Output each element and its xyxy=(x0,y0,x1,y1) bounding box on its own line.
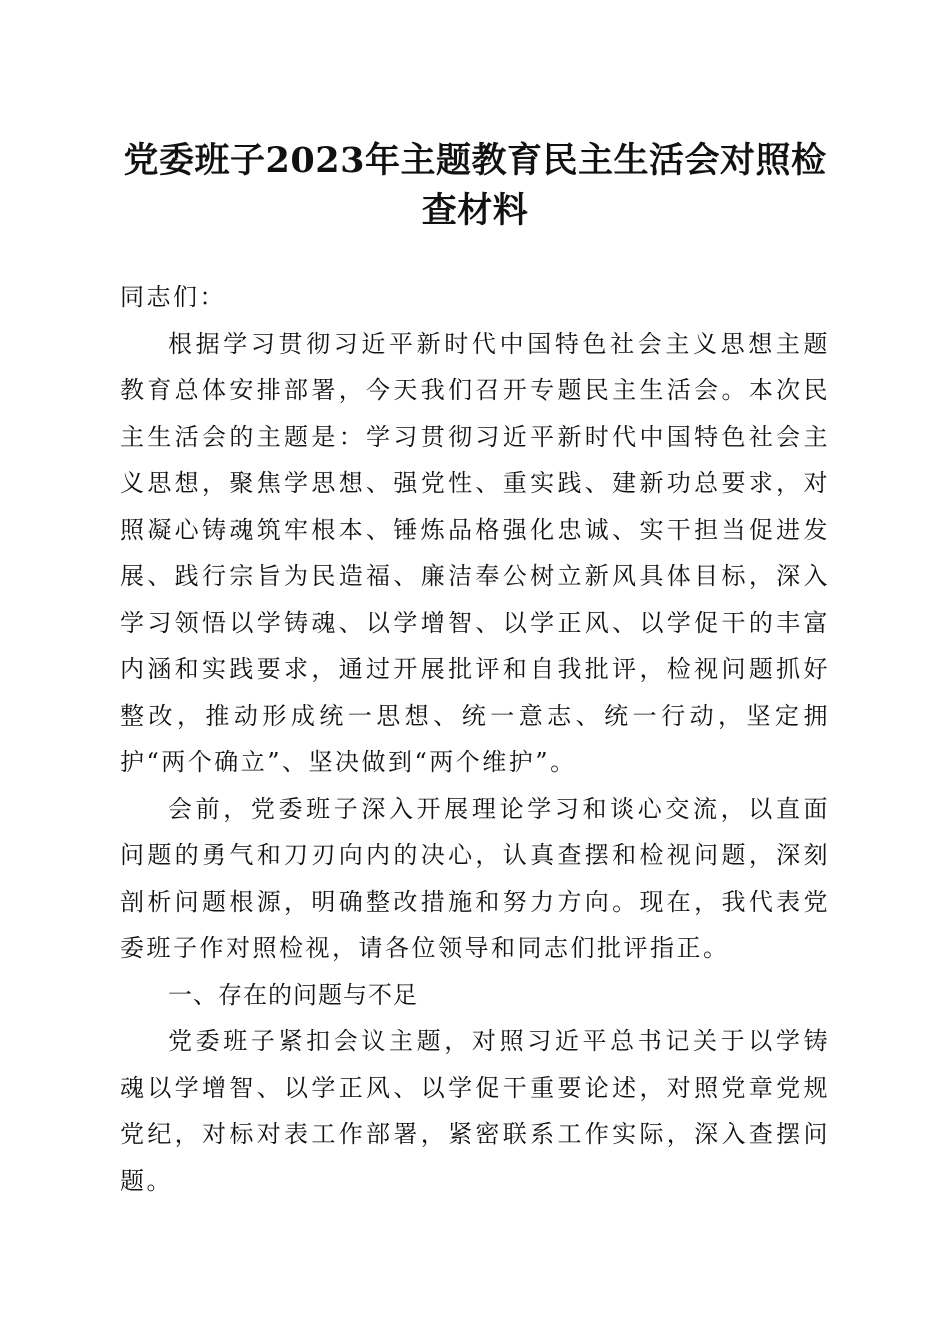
salutation: 同志们： xyxy=(120,283,226,311)
title-line-2: 查材料 xyxy=(421,190,529,231)
section-heading-problems: 一、存在的问题与不足 xyxy=(168,980,418,1009)
document-title xyxy=(110,136,840,236)
document-body xyxy=(120,274,830,1204)
paragraph-preparation: 会前，党委班子深入开展理论学习和谈心交流，以直面问题的勇气和刀刃向内的决心，认真查摆和检视问题，深刻剖析问题根源，明确整改措施和努力方向。现在，我代表党委班子作对照检视，请各位领导和同志们批评指正。 xyxy=(120,794,830,962)
paragraph-intro: 根据学习贯彻习近平新时代中国特色社会主义思想主题教育总体安排部署，今天我们召开专题民主生活会。本次民主生活会的主题是：学习贯彻习近平新时代中国特色社会主义思想，聚焦学思想、强党性、重实践、建新功总要求，对照凝心铸魂筑牢根本、锤炼品格强化忠诚、实干担当促进发展、践行宗旨为民造福、廉洁奉公树立新风具体目标，深入学习领悟以学铸魂、以学增智、以学正风、以学促干的丰富内涵和实践要求，通过开展批评和自我批评，检视问题抓好整改，推动形成统一思想、统一意志、统一行动，坚定拥护“两个确立”、坚决做到“两个维护”。 xyxy=(120,329,830,776)
paragraph-problems-intro: 党委班子紧扣会议主题，对照习近平总书记关于以学铸魂以学增智、以学正风、以学促干重要论述，对照党章党规党纪，对标对表工作部署，紧密联系工作实际，深入查摆问题。 xyxy=(120,1027,830,1195)
title-line-1: 党委班子2023年主题教育民主生活会对照检 xyxy=(123,140,827,181)
